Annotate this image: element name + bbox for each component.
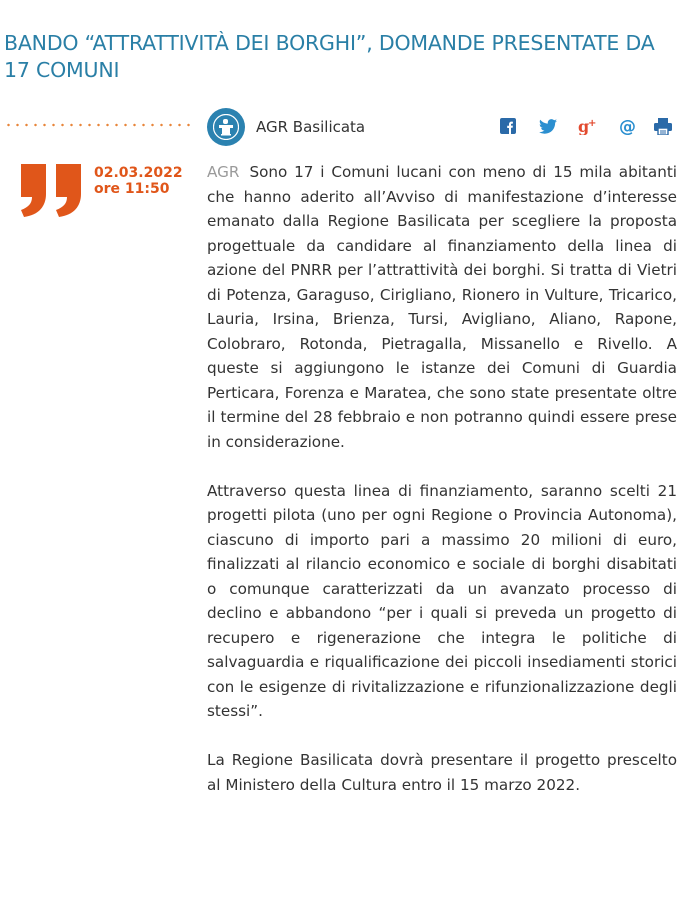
email-icon — [619, 117, 637, 135]
print-button[interactable] — [652, 114, 674, 138]
share-facebook-button[interactable] — [498, 114, 518, 138]
paragraph-text: Sono 17 i Comuni lucani con meno di 15 mila abitanti che hanno aderito all’Avviso di manifestazione d’interesse emanato dalla Regione Basilicata per scegliere la proposta progettuale da candidare al finanziamento della linea di azione del PNRR per l’attrattività dei borghi. Si tratta di Vietri di Potenza, Garaguso, Cirigliano, Rionero in Vulture, Tricarico, Lauria, Irsina, Brienza, Tursi, Avigliano, Aliano, Rapone, Colobraro, Rotonda, Pietragalla, Missanello e Rivello. A queste si aggiungono le istanze dei Comuni di Guardia Perticara, Forenza e Maratea, che sono state presentate oltre il termine del 28 febbraio e non potranno quindi essere prese in considerazione. — [207, 163, 677, 451]
facebook-icon — [500, 118, 516, 134]
twitter-icon — [539, 119, 557, 134]
dotted-divider — [4, 123, 190, 127]
publish-time: ore 11:50 — [94, 181, 170, 197]
share-twitter-button[interactable] — [537, 114, 559, 138]
svg-text:@: @ — [619, 117, 636, 135]
google-plus-icon — [578, 117, 598, 135]
svg-text:+: + — [588, 118, 597, 129]
article-paragraph — [207, 160, 677, 454]
agency-label: AGR — [207, 163, 240, 181]
publish-datetime — [94, 165, 183, 197]
article-title: BANDO “ATTRATTIVITÀ DEI BORGHI”, DOMANDE PRESENTATE DA 17 COMUNI — [4, 31, 655, 82]
print-icon — [654, 118, 672, 135]
share-email-button[interactable] — [618, 114, 638, 138]
author-avatar[interactable] — [207, 108, 245, 146]
svg-text:g: g — [578, 117, 590, 135]
article-paragraph: Attraverso questa linea di finanziamento, saranno scelti 21 progetti pilota (uno per ogni Regione o Provincia Autonoma), ciascuno di importo pari a massimo 20 milioni di euro, finalizzati al rilancio economico e sociale di borghi disabitati o comunque caratterizzati da un avanzato processo di declino e abbandono “per i quali si preveda un progetto di recupero e rigenerazione che integra le politiche di salvaguardia e riqualificazione dei piccoli insediamenti storici con le esigenze di rivitalizzazione e rifunzionalizzazione degli stessi”. — [207, 481, 677, 720]
share-google-plus-button[interactable] — [577, 114, 599, 138]
publish-date: 02.03.2022 — [94, 165, 183, 181]
article-paragraph: La Regione Basilicata dovrà presentare il progetto prescelto al Ministero della Cultura entro il 15 marzo 2022. — [207, 751, 677, 794]
reader-icon — [213, 114, 239, 140]
quote-mark-icon — [19, 164, 83, 218]
author-name[interactable]: AGR Basilicata — [256, 118, 366, 136]
article-body — [207, 160, 677, 822]
